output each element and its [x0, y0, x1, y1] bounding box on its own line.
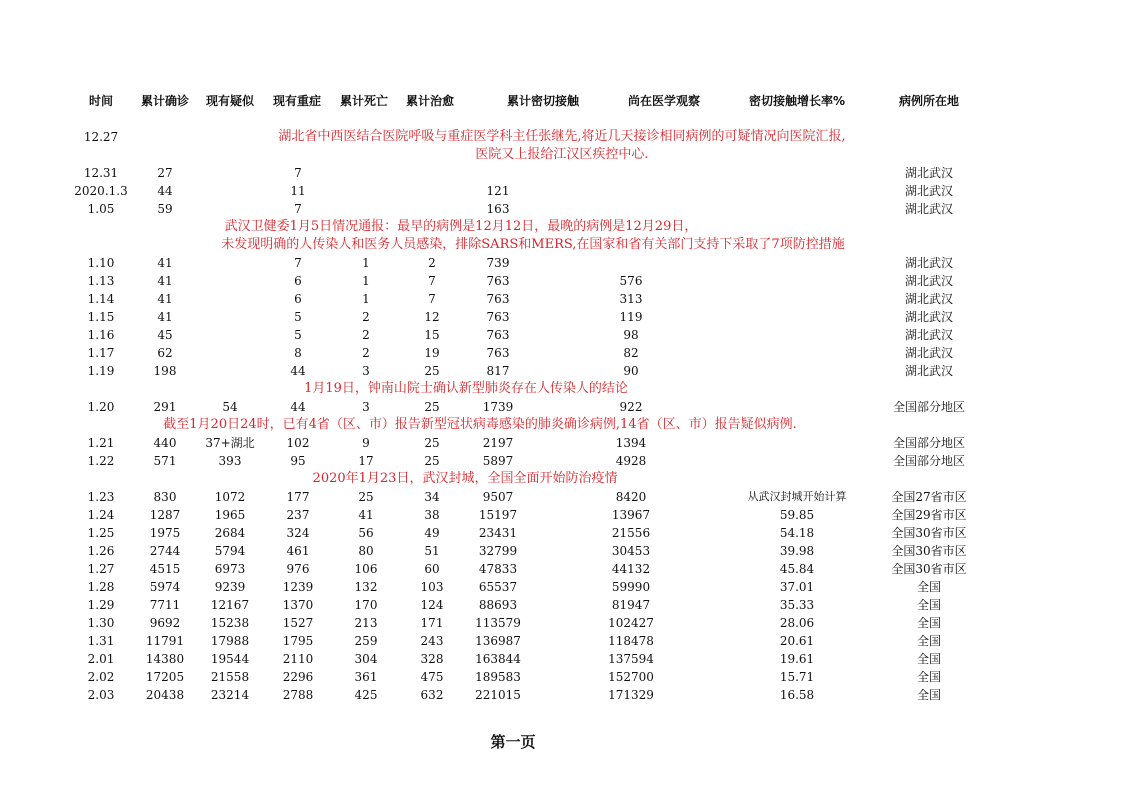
table-row	[0, 596, 1122, 614]
table-row	[0, 398, 1122, 416]
column-header: 尚在医学观察	[627, 94, 701, 108]
cell-cc: 763	[486, 310, 510, 324]
cell-obs: 1394	[615, 436, 647, 450]
cell-d: 304	[354, 652, 378, 666]
cell-sv: 237	[286, 508, 310, 522]
cell-c: 41	[157, 274, 173, 288]
cell-sv: 95	[290, 454, 306, 468]
cell-loc: 湖北武汉	[904, 364, 954, 378]
cell-cc: 136987	[475, 634, 521, 648]
cell-date: 2020.1.3	[74, 184, 128, 198]
cell-r: 475	[420, 670, 444, 684]
cell-r: 243	[420, 634, 444, 648]
annotation-line: 武汉卫健委1月5日情况通报：最早的病例是12月12日，最晚的病例是12月29日，	[224, 219, 698, 234]
table-row	[0, 632, 1122, 650]
cell-cc: 763	[486, 328, 510, 342]
cell-d: 17	[358, 454, 374, 468]
cell-obs: 30453	[611, 544, 651, 558]
cell-c: 27	[157, 166, 173, 180]
annotation-line: 医院又上报给江汉区疾控中心.	[475, 147, 649, 162]
cell-r: 632	[420, 688, 444, 702]
table-row	[0, 344, 1122, 362]
cell-c: 291	[153, 400, 177, 414]
cell-c: 7711	[149, 598, 181, 612]
cell-c: 41	[157, 310, 173, 324]
cell-sv: 1370	[282, 598, 314, 612]
cell-d: 1	[362, 274, 370, 288]
cell-sv: 6	[294, 274, 302, 288]
cell-date: 1.25	[87, 526, 115, 540]
cell-gr: 37.01	[779, 580, 815, 594]
cell-c: 1287	[149, 508, 181, 522]
cell-loc: 全国29省市区	[891, 508, 967, 522]
cell-loc: 全国	[916, 652, 942, 666]
annotation-line: 截至1月20日24时，已有4省（区、市）报告新型冠状病毒感染的肺炎确诊病例,14省（区、市）报告疑似病例.	[163, 417, 797, 432]
cell-obs: 313	[619, 292, 643, 306]
cell-obs: 98	[623, 328, 639, 342]
cell-date: 1.19	[87, 364, 115, 378]
cell-obs: 81947	[611, 598, 651, 612]
cell-r: 328	[420, 652, 444, 666]
cell-c: 41	[157, 256, 173, 270]
cell-cc: 221015	[475, 688, 521, 702]
cell-date: 2.03	[87, 688, 115, 702]
cell-c: 62	[157, 346, 173, 360]
cell-loc: 湖北武汉	[904, 202, 954, 216]
cell-date: 2.02	[87, 670, 115, 684]
table-row	[0, 524, 1122, 542]
cell-sv: 7	[294, 256, 302, 270]
cell-date: 1.31	[87, 634, 115, 648]
cell-d: 56	[358, 526, 374, 540]
cell-s: 1072	[214, 490, 246, 504]
cell-d: 1	[362, 292, 370, 306]
cell-date: 1.28	[87, 580, 115, 594]
cell-obs: 8420	[615, 490, 647, 504]
annotation-line: 未发现明确的人传染人和医务人员感染，排除SARS和MERS,在国家和省有关部门支持下采取了7项防控措施	[221, 237, 845, 252]
cell-r: 60	[424, 562, 440, 576]
cell-date: 1.29	[87, 598, 115, 612]
cell-date: 1.30	[87, 616, 115, 630]
cell-date: 1.10	[87, 256, 115, 270]
cell-s: 19544	[210, 652, 250, 666]
cell-sv: 6	[294, 292, 302, 306]
cell-date: 1.14	[87, 292, 115, 306]
cell-r: 12	[424, 310, 440, 324]
cell-c: 44	[157, 184, 173, 198]
cell-obs: 922	[619, 400, 643, 414]
cell-d: 425	[354, 688, 378, 702]
cell-date: 1.16	[87, 328, 115, 342]
cell-date: 1.22	[87, 454, 115, 468]
column-header: 现有疑似	[205, 94, 255, 108]
cell-gr: 54.18	[779, 526, 815, 540]
cell-d: 170	[354, 598, 378, 612]
cell-r: 19	[424, 346, 440, 360]
cell-sv: 44	[290, 400, 306, 414]
cell-sv: 44	[290, 364, 306, 378]
cell-d: 80	[358, 544, 374, 558]
cell-loc: 湖北武汉	[904, 274, 954, 288]
cell-gr: 35.33	[779, 598, 815, 612]
cell-gr: 16.58	[779, 688, 815, 702]
cell-c: 830	[153, 490, 177, 504]
cell-s: 37+湖北	[205, 436, 255, 450]
cell-loc: 全国	[916, 670, 942, 684]
cell-c: 59	[157, 202, 173, 216]
cell-c: 198	[153, 364, 177, 378]
table-row	[0, 542, 1122, 560]
cell-loc: 全国30省市区	[891, 544, 967, 558]
cell-sv: 2788	[282, 688, 314, 702]
cell-loc: 全国	[916, 598, 942, 612]
cell-d: 2	[362, 346, 370, 360]
column-header: 累计治愈	[405, 94, 455, 108]
cell-s: 54	[222, 400, 238, 414]
cell-sv: 1795	[282, 634, 314, 648]
cell-sv: 461	[286, 544, 310, 558]
cell-sv: 7	[294, 166, 302, 180]
cell-loc: 全国部分地区	[892, 400, 966, 414]
cell-obs: 118478	[608, 634, 654, 648]
cell-d: 9	[362, 436, 370, 450]
cell-cc: 763	[486, 346, 510, 360]
cell-d: 1	[362, 256, 370, 270]
column-header: 密切接触增长率%	[748, 94, 846, 108]
cell-obs: 102427	[608, 616, 654, 630]
table-row	[0, 506, 1122, 524]
cell-obs: 90	[623, 364, 639, 378]
cell-gr: 20.61	[779, 634, 815, 648]
cell-c: 14380	[145, 652, 185, 666]
cell-cc: 88693	[478, 598, 518, 612]
cell-sv: 1527	[282, 616, 314, 630]
cell-loc: 湖北武汉	[904, 292, 954, 306]
table-row	[0, 614, 1122, 632]
cell-s: 23214	[210, 688, 250, 702]
cell-d: 41	[358, 508, 374, 522]
cell-obs: 119	[619, 310, 643, 324]
column-header: 现有重症	[272, 94, 322, 108]
cell-r: 103	[420, 580, 444, 594]
cell-cc: 163844	[475, 652, 521, 666]
column-header: 累计确诊	[140, 94, 190, 108]
cell-loc: 湖北武汉	[904, 310, 954, 324]
cell-date: 1.23	[87, 490, 115, 504]
cell-gr: 59.85	[779, 508, 815, 522]
cell-d: 2	[362, 310, 370, 324]
table-row	[0, 308, 1122, 326]
cell-c: 45	[157, 328, 173, 342]
annotation-line: 2020年1月23日，武汉封城，全国全面开始防治疫情	[312, 471, 618, 486]
cell-c: 571	[153, 454, 177, 468]
cell-r: 51	[424, 544, 440, 558]
cell-date: 1.24	[87, 508, 115, 522]
cell-r: 7	[428, 274, 436, 288]
cell-c: 9692	[149, 616, 181, 630]
cell-date: 12.31	[83, 166, 119, 180]
cell-d: 106	[354, 562, 378, 576]
cell-d: 213	[354, 616, 378, 630]
cell-s: 393	[218, 454, 242, 468]
cell-sv: 8	[294, 346, 302, 360]
cell-date: 1.13	[87, 274, 115, 288]
table-row	[0, 254, 1122, 272]
cell-obs: 21556	[611, 526, 651, 540]
cell-d: 3	[362, 400, 370, 414]
cell-sv: 7	[294, 202, 302, 216]
cell-cc: 1739	[482, 400, 514, 414]
cell-date: 1.21	[87, 436, 115, 450]
cell-gr: 15.71	[779, 670, 815, 684]
cell-sv: 5	[294, 310, 302, 324]
cell-loc: 全国部分地区	[892, 436, 966, 450]
cell-date: 1.15	[87, 310, 115, 324]
cell-r: 7	[428, 292, 436, 306]
table-row	[0, 650, 1122, 668]
cell-r: 25	[424, 454, 440, 468]
cell-s: 2684	[214, 526, 246, 540]
column-header: 时间	[88, 94, 114, 108]
cell-date: 12.27	[83, 130, 119, 144]
cell-obs: 44132	[611, 562, 651, 576]
cell-loc: 全国30省市区	[891, 526, 967, 540]
cell-obs: 59990	[611, 580, 651, 594]
cell-obs: 82	[623, 346, 639, 360]
cell-c: 17205	[145, 670, 185, 684]
cell-loc: 湖北武汉	[904, 256, 954, 270]
cell-obs: 171329	[608, 688, 654, 702]
cell-loc: 全国	[916, 616, 942, 630]
cell-s: 9239	[214, 580, 246, 594]
cell-c: 5974	[149, 580, 181, 594]
cell-r: 2	[428, 256, 436, 270]
cell-d: 259	[354, 634, 378, 648]
table-row	[0, 164, 1122, 182]
cell-cc: 9507	[482, 490, 514, 504]
cell-obs: 13967	[611, 508, 651, 522]
column-header: 累计密切接触	[506, 94, 580, 108]
table-row	[0, 434, 1122, 452]
cell-cc: 32799	[478, 544, 518, 558]
cell-cc: 65537	[478, 580, 518, 594]
cell-d: 361	[354, 670, 378, 684]
cell-date: 1.26	[87, 544, 115, 558]
cell-r: 25	[424, 400, 440, 414]
cell-c: 20438	[145, 688, 185, 702]
table-row	[0, 668, 1122, 686]
cell-sv: 177	[286, 490, 310, 504]
annotation-line: 湖北省中西医结合医院呼吸与重症医学科主任张继先,将近几天接诊相同病例的可疑情况向医院汇报,	[278, 129, 846, 144]
cell-gr: 39.98	[779, 544, 815, 558]
table-row	[0, 488, 1122, 506]
cell-cc: 163	[486, 202, 510, 216]
cell-date: 1.20	[87, 400, 115, 414]
cell-cc: 15197	[478, 508, 518, 522]
cell-obs: 152700	[608, 670, 654, 684]
table-row	[0, 200, 1122, 218]
page-footer: 第一页	[490, 733, 536, 751]
table-row	[0, 326, 1122, 344]
cell-loc: 湖北武汉	[904, 328, 954, 342]
cell-gr: 45.84	[779, 562, 815, 576]
cell-s: 1965	[214, 508, 246, 522]
cell-cc: 763	[486, 274, 510, 288]
cell-c: 440	[153, 436, 177, 450]
cell-loc: 全国	[916, 688, 942, 702]
table-row	[0, 182, 1122, 200]
table-row	[0, 560, 1122, 578]
table-row	[0, 272, 1122, 290]
table-row	[0, 452, 1122, 470]
cell-s: 15238	[210, 616, 250, 630]
cell-sv: 324	[286, 526, 310, 540]
cell-loc: 全国部分地区	[892, 454, 966, 468]
cell-c: 41	[157, 292, 173, 306]
cell-r: 25	[424, 436, 440, 450]
cell-sv: 102	[286, 436, 310, 450]
table-row	[0, 362, 1122, 380]
column-header: 累计死亡	[339, 94, 389, 108]
cell-sv: 2296	[282, 670, 314, 684]
cell-loc: 湖北武汉	[904, 166, 954, 180]
table-row	[0, 686, 1122, 704]
cell-cc: 189583	[475, 670, 521, 684]
cell-d: 3	[362, 364, 370, 378]
cell-s: 6973	[214, 562, 246, 576]
cell-sv: 976	[286, 562, 310, 576]
cell-cc: 23431	[478, 526, 518, 540]
cell-cc: 739	[486, 256, 510, 270]
cell-loc: 湖北武汉	[904, 346, 954, 360]
table-row	[0, 578, 1122, 596]
cell-cc: 763	[486, 292, 510, 306]
cell-cc: 2197	[482, 436, 514, 450]
cell-date: 1.17	[87, 346, 115, 360]
cell-d: 25	[358, 490, 374, 504]
cell-obs: 576	[619, 274, 643, 288]
cell-obs: 4928	[615, 454, 647, 468]
cell-date: 1.27	[87, 562, 115, 576]
cell-gr: 19.61	[779, 652, 815, 666]
cell-cc: 817	[486, 364, 510, 378]
cell-gr: 28.06	[779, 616, 815, 630]
cell-loc: 全国30省市区	[891, 562, 967, 576]
cell-c: 1975	[149, 526, 181, 540]
cell-s: 5794	[214, 544, 246, 558]
cell-date: 1.05	[87, 202, 115, 216]
cell-d: 2	[362, 328, 370, 342]
cell-cc: 113579	[475, 616, 521, 630]
cell-r: 124	[420, 598, 444, 612]
cell-loc: 全国	[916, 580, 942, 594]
cell-r: 34	[424, 490, 440, 504]
column-header: 病例所在地	[898, 94, 960, 108]
cell-r: 15	[424, 328, 440, 342]
cell-r: 49	[424, 526, 440, 540]
cell-r: 171	[420, 616, 444, 630]
cell-loc: 全国	[916, 634, 942, 648]
cell-sv: 1239	[282, 580, 314, 594]
cell-s: 21558	[210, 670, 250, 684]
cell-loc: 全国27省市区	[891, 490, 967, 504]
cell-obs: 137594	[608, 652, 654, 666]
cell-sv: 2110	[282, 652, 314, 666]
cell-c: 4515	[149, 562, 181, 576]
cell-r: 25	[424, 364, 440, 378]
cell-sv: 5	[294, 328, 302, 342]
cell-r: 38	[424, 508, 440, 522]
table-row	[0, 290, 1122, 308]
cell-s: 17988	[210, 634, 250, 648]
cell-c: 2744	[149, 544, 181, 558]
cell-gr: 从武汉封城开始计算	[747, 490, 847, 503]
cell-loc: 湖北武汉	[904, 184, 954, 198]
cell-c: 11791	[145, 634, 185, 648]
annotation-line: 1月19日，钟南山院士确认新型肺炎存在人传染人的结论	[304, 381, 628, 396]
cell-cc: 47833	[478, 562, 518, 576]
cell-cc: 5897	[482, 454, 514, 468]
cell-s: 12167	[210, 598, 250, 612]
cell-cc: 121	[486, 184, 510, 198]
cell-d: 132	[354, 580, 378, 594]
cell-sv: 11	[290, 184, 306, 198]
cell-date: 2.01	[87, 652, 115, 666]
